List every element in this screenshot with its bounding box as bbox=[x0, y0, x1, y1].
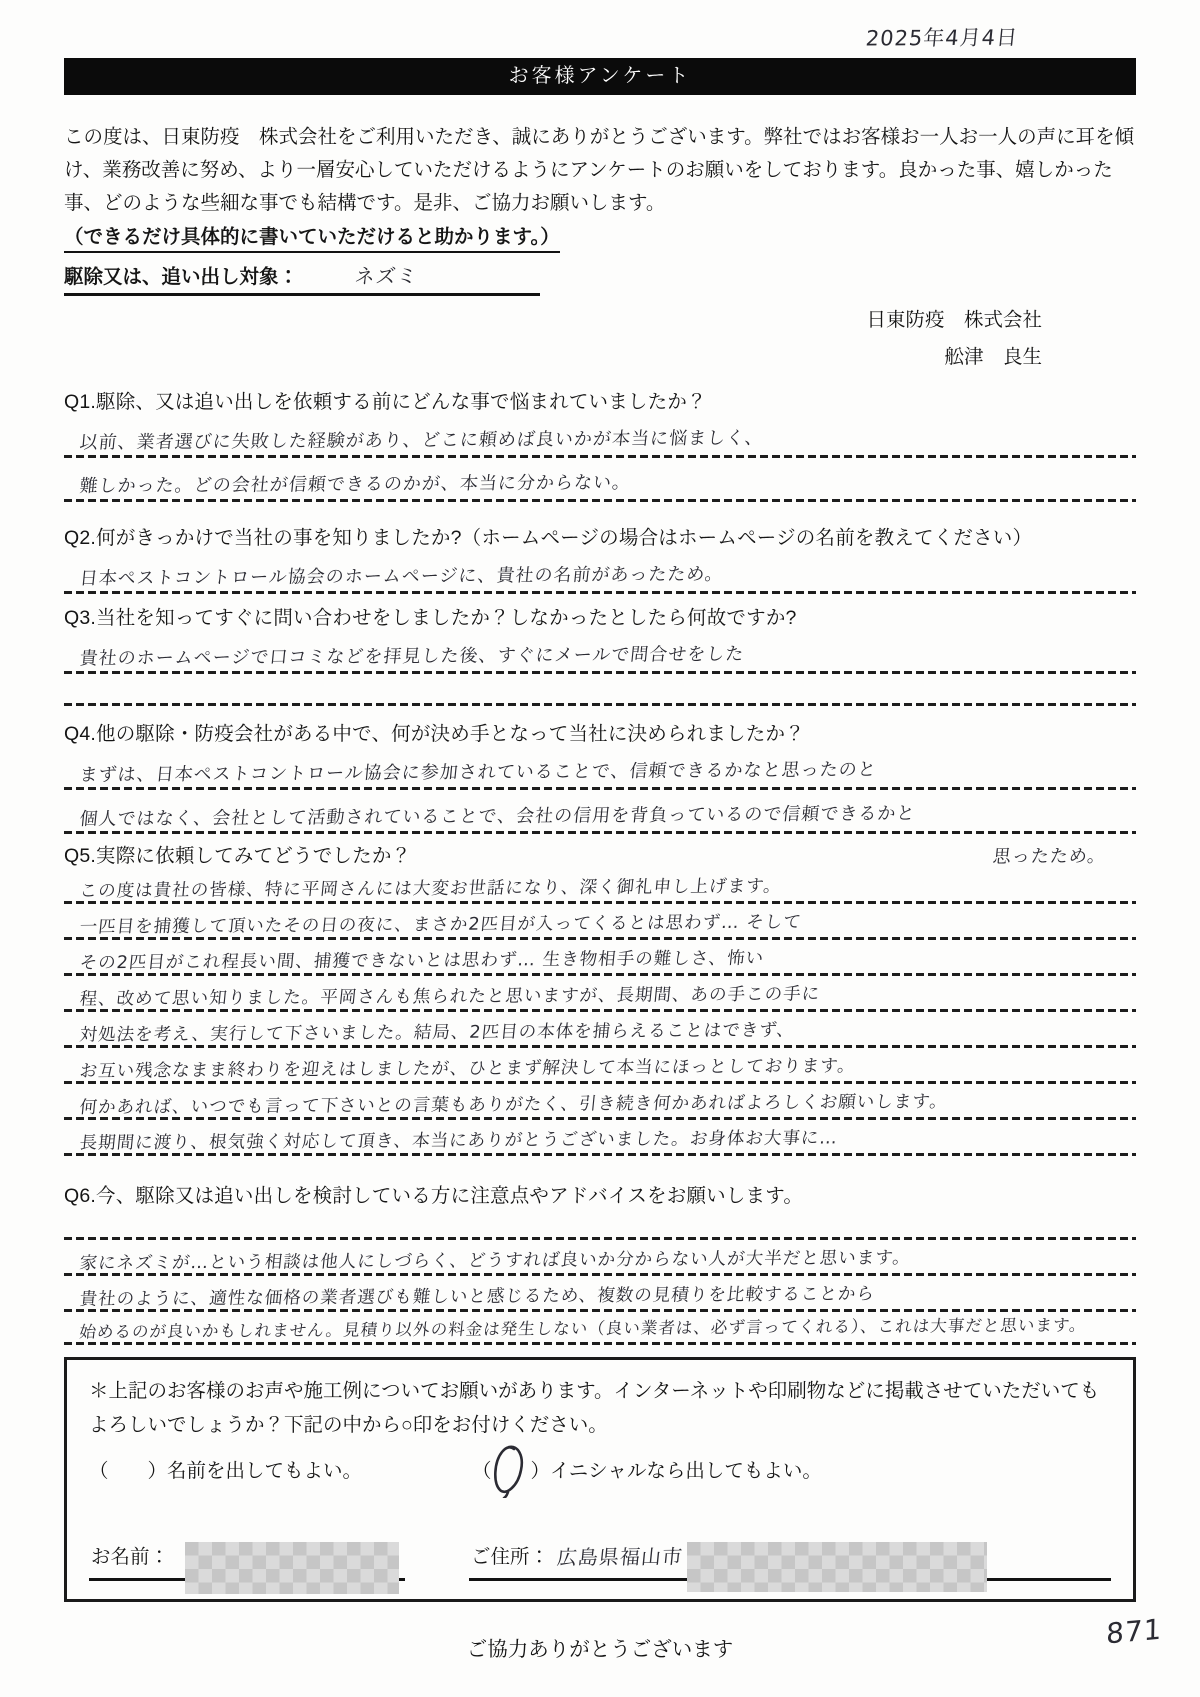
date-text: 2025年4月4日 bbox=[864, 25, 1020, 51]
company-name: 日東防疫 株式会社 bbox=[866, 309, 1042, 331]
q5-question: Q5.実際に依頼してみてどうでしたか？ bbox=[64, 845, 412, 867]
name-field-label: お名前： bbox=[91, 1546, 170, 1568]
option-name-label: 名前を出してもよい。 bbox=[167, 1460, 363, 1482]
address-value-handwritten: 広島県福山市 bbox=[555, 1544, 685, 1570]
q5-question-row bbox=[64, 840, 1136, 868]
address-field bbox=[469, 1524, 1111, 1581]
target-underline bbox=[64, 260, 540, 296]
q2-question: Q2.何がきっかけで当社の事を知りましたか?（ホームページの場合はホームページの名前を教えてください） bbox=[64, 527, 1033, 549]
page-number: 871 bbox=[1105, 1612, 1163, 1651]
q6-answer-line: 始めるのが良いかもしれません。見積り以外の料金は発生しない（良い業者は、必ず言ってくれる）、これは大事だと思います。 bbox=[64, 1312, 1136, 1345]
company-signature-block bbox=[64, 302, 1136, 376]
survey-title-banner bbox=[64, 58, 1136, 95]
q3-answer-line: 貴社のホームページで口コミなどを拝見した後、すぐにメールで問合せをした bbox=[64, 630, 1136, 674]
consent-options bbox=[89, 1454, 1111, 1488]
option-name-ok bbox=[89, 1454, 362, 1488]
name-field bbox=[89, 1522, 405, 1581]
q4-question: Q4.他の駆除・防疫会社がある中で、何が決め手となって当社に決められましたか？ bbox=[64, 723, 805, 745]
address-field-label: ご住所： bbox=[471, 1546, 550, 1568]
staff-name: 舩津 良生 bbox=[944, 346, 1042, 368]
q1-answer-line: 以前、業者選びに失敗した経験があり、どこに頼めば良いかが本当に悩ましく、 bbox=[64, 414, 1136, 458]
q6-answer-line: 家にネズミが…という相談は他人にしづらく、どうすれば良いか分からない人が大半だと思います。 bbox=[64, 1240, 1136, 1276]
option-initial-parens: （ ） bbox=[472, 1460, 551, 1482]
q3-question: Q3.当社を知ってすぐに問い合わせをしましたか？しなかったとしたら何故ですか? bbox=[64, 607, 797, 629]
q5-answer-line: その2匹目がこれ程長い間、捕獲できないとは思わず… 生き物相手の難しさ、怖い bbox=[64, 940, 1136, 976]
target-row bbox=[64, 260, 1136, 296]
page-title: お客様アンケート bbox=[508, 65, 692, 87]
q4-answer-line: 個人ではなく、会社として活動されていることで、会社の信用を背負っているので信頼できるかと bbox=[64, 790, 1136, 834]
intro-paragraph: この度は、日東防疫 株式会社をご利用いただき、誠にありがとうございます。弊社ではお客様お一人お一人の声に耳を傾け、業務改善に努め、より一層安心していただけるようにアンケートのお願いをしております。良かった事、嬉しかった事、どのような些細な事でも結構です。是非、ご協力お願いします。 bbox=[64, 126, 1135, 214]
q5-answer-line: 何かあれば、いつでも言って下さいとの言葉もありがたく、引き続き何かあればよろしくお願いします。 bbox=[64, 1084, 1136, 1120]
option-initial-ok bbox=[472, 1454, 822, 1488]
q5-answer-line: この度は貴社の皆様、特に平岡さんには大変お世話になり、深く御礼申し上げます。 bbox=[64, 868, 1136, 904]
redacted-address bbox=[687, 1542, 987, 1592]
q6-question: Q6.今、駆除又は追い出しを検討している方に注意点やアドバイスをお願いします。 bbox=[64, 1185, 804, 1207]
note-row bbox=[64, 220, 1136, 253]
q5-answer-line: 程、改めて思い知りました。平岡さんも焦られたと思いますが、長期間、あの手この手に bbox=[64, 976, 1136, 1012]
q5-answer-line: 長期間に渡り、根気強く対応して頂き、本当にありがとうございました。お身体お大事に… bbox=[64, 1120, 1136, 1156]
q6-answer-line: 貴社のように、適性な価格の業者選びも難しいと感じるため、複数の見積りを比較することから bbox=[64, 1276, 1136, 1312]
q6-empty-answer-line bbox=[64, 1208, 1136, 1240]
q3-empty-answer-line bbox=[64, 674, 1136, 706]
q4-answer-continuation: 思ったため。 bbox=[991, 845, 1107, 868]
footer-thanks: ご協力ありがとうございます bbox=[466, 1638, 734, 1661]
q5-answer-line: お互い残念なまま終わりを迎えはしましたが、ひとまず解決して本当にほっとしております。 bbox=[64, 1048, 1136, 1084]
specifics-note: （できるだけ具体的に書いていただけると助かります。） bbox=[64, 221, 560, 253]
consent-box bbox=[64, 1357, 1136, 1602]
consent-body: ＊上記のお客様のお声や施工例についてお願いがあります。インターネットや印刷物などに掲載させていただいてもよろしいでしょうか？下記の中から○印をお付けください。 bbox=[89, 1380, 1100, 1436]
q4-answer-line: まずは、日本ペストコントロール協会に参加されていることで、信頼できるかなと思ったのと bbox=[64, 746, 1136, 790]
handwritten-circle-icon bbox=[490, 1442, 526, 1498]
target-value-handwritten: ネズミ bbox=[354, 263, 420, 289]
option-name-parens: （ ） bbox=[89, 1460, 168, 1482]
q5-answer-line: 一匹目を捕獲して頂いたその日の夜に、まさか2匹目が入ってくるとは思わず… そして bbox=[64, 904, 1136, 940]
target-label: 駆除又は、追い出し対象： bbox=[64, 266, 299, 288]
handwritten-date bbox=[64, 0, 1136, 52]
q5-answer-line: 対処法を考え、実行して下さいました。結局、2匹目の本体を捕らえることはできず、 bbox=[64, 1012, 1136, 1048]
q1-answer-line: 難しかった。どの会社が信頼できるのかが、本当に分からない。 bbox=[64, 458, 1136, 502]
q1-question: Q1.駆除、又は追い出しを依頼する前にどんな事で悩まれていましたか？ bbox=[64, 391, 707, 413]
q2-answer-line: 日本ペストコントロール協会のホームページに、貴社の名前があったため。 bbox=[64, 550, 1136, 594]
consent-fields bbox=[89, 1522, 1111, 1581]
option-initial-label: イニシャルなら出してもよい。 bbox=[550, 1460, 822, 1482]
redacted-name bbox=[185, 1542, 399, 1594]
